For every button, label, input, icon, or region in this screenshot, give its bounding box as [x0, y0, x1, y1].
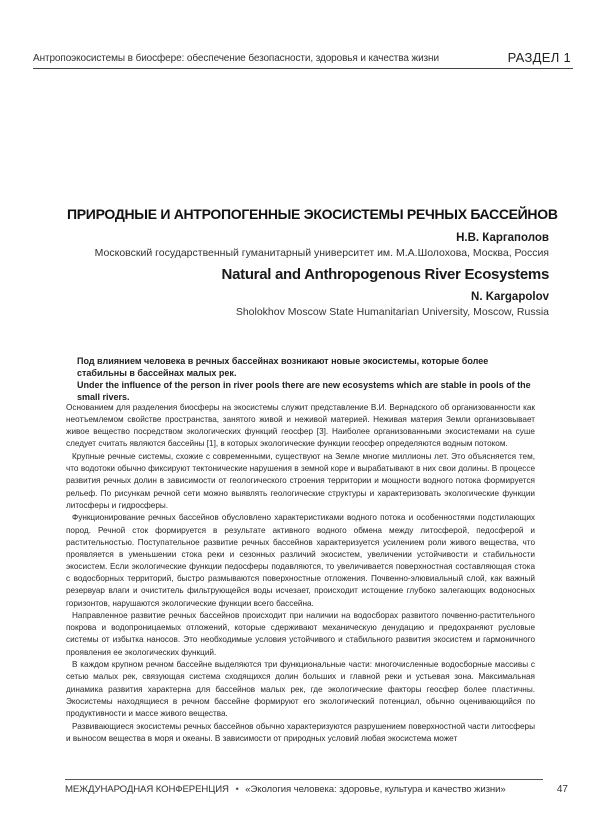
- abstract-english: Under the influence of the person in river pools there are new ecosystems which are stable in pools of the small rivers.: [77, 380, 531, 402]
- page-number: 47: [556, 784, 568, 795]
- running-header: [33, 50, 573, 69]
- section-label: РАЗДЕЛ 1: [507, 50, 571, 65]
- affiliation-english: Sholokhov Moscow State Humanitarian University, Moscow, Russia: [235, 306, 549, 318]
- page-footer: [65, 779, 568, 795]
- abstract-russian: Под влиянием человека в речных бассейнах возникают новые экосистемы, которые более стабильны в бассейнах малых рек.: [77, 356, 489, 378]
- footer-conference-line: [65, 784, 543, 795]
- body-paragraph: В каждом крупном речном бассейне выделяются три функциональные части: многочисленные водосборные массивы с сетью малых рек, связующая система сходящихся долин больших и главной реки и устьевая зона. Максимальная динамика развития характерна для бассейнов малых рек, где экологические факторы геосфер более пластичны. Экосистемы находящиеся в речном бассейне формируют его экологический потенциал, обычно оценивающийся по продуктивности и массе живого вещества.: [66, 660, 535, 718]
- body-paragraph: Направленное развитие речных бассейнов происходит при наличии на водосборах развитого почвенно-растительного покрова и водопроницаемых отложений, которые сдерживают механическую денудацию и предохраняют русловые системы от избытка наносов. Это необходимые условия устойчивого и стабильного развития экосистем и гармоничного проявления ее экологических функций.: [66, 611, 535, 657]
- affiliation-russian: Московский государственный гуманитарный университет им. М.А.Шолохова, Москва, Россия: [94, 247, 549, 259]
- body-paragraph: Крупные речные системы, схожие с современными, существуют на Земле многие миллионы лет. Это объясняется тем, что водотоки обычно фиксируют тектонические нарушения в земной коре и вырабатывают в них свои долины. В процессе развития речных долин в зависимости от геологического строения территории и мощности водного потока формируется рельеф. По рисункам речной сети можно выявлять геологические структуры и характеризовать экологические функции литосферы и гидросферы.: [66, 452, 535, 510]
- body-paragraph: Развивающиеся экосистемы речных бассейнов обычно характеризуются разрушением поверхностной части литосферы и выносом вещества в моря и океаны. В зависимости от природных условий любая экосистема может: [66, 721, 535, 743]
- abstract: [77, 355, 535, 403]
- author-english: N. Kargapolov: [471, 291, 549, 303]
- header-subtitle: Антропоэкосистемы в биосфере: обеспечение безопасности, здоровья и качества жизни: [33, 53, 439, 64]
- conference-theme: «Экология человека: здоровье, культура и качество жизни»: [245, 784, 506, 795]
- conference-name: МЕЖДУНАРОДНАЯ КОНФЕРЕНЦИЯ: [65, 784, 229, 795]
- title-english: Natural and Anthropogenous River Ecosystems: [221, 266, 549, 283]
- body-paragraph: Основанием для разделения биосферы на экосистемы служит представление В.И. Вернадского об организованности как неотъемлемом свойстве пространства, занятого живой и неживой материей. Неживая материя Земли организовывает живое вещество посредством экологических функций геосфер [3]. Наиболее организованными экосистемами на суше следует считать являются бассейны [1], в которых экологические функции геосфер определяются водным потоком.: [66, 403, 535, 449]
- body-paragraph: Функционирование речных бассейнов обусловлено характеристиками водного потока и особенностями подстилающих пород. Речной сток формируется в результате активного водного обмена между литосферой, педосферой и растительностью. Поступательное развитие речных бассейнов характеризуется усилением роли живого вещества, что проявляется в уменьшении стока реки и сезонных различий экосистем, увеличении устойчивости и стабильности экосистем. Если экологические функции педосферы подавляются, то увеличивается поверхностная составляющая стока с водосборных территорий, быстро размываются поверхностные отложения. Почвенно-элювиальный слой, как важный резервуар влаги и очиститель фильтрующейся воды исчезает, происходит истощение глубоко залегающих водоносных горизонтов, нарушаются экологические функции всего бассейна.: [66, 513, 535, 608]
- footer-bullet: •: [235, 784, 239, 795]
- author-russian: Н.В. Каргаполов: [456, 232, 549, 244]
- title-russian: ПРИРОДНЫЕ И АНТРОПОГЕННЫЕ ЭКОСИСТЕМЫ РЕЧНЫХ БАССЕЙНОВ: [67, 206, 558, 222]
- article-body: [66, 402, 535, 745]
